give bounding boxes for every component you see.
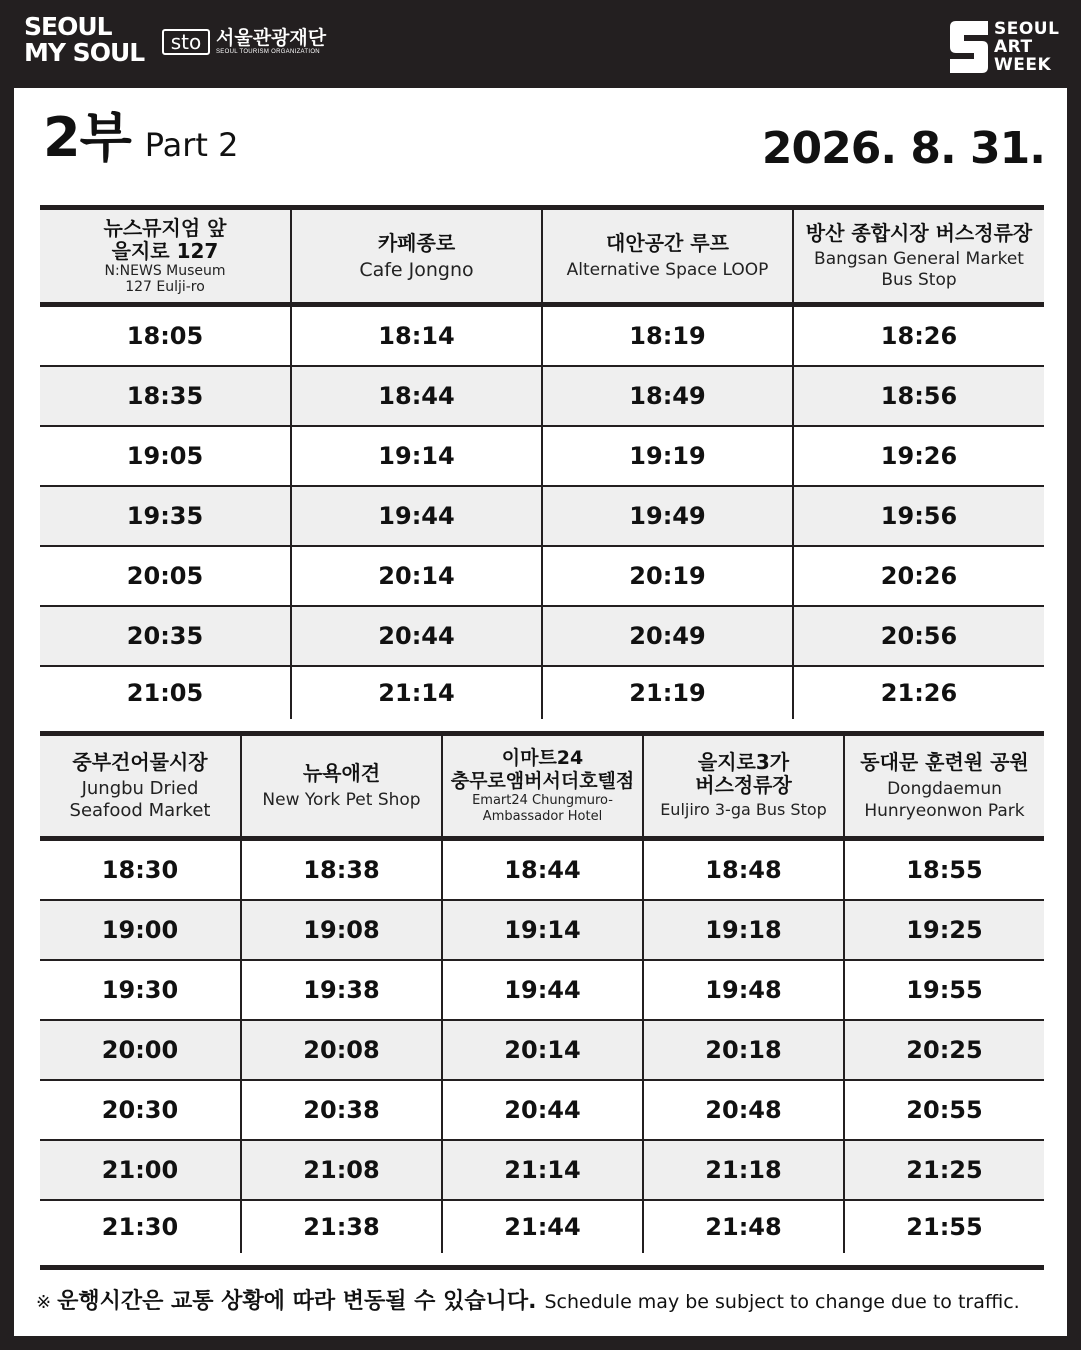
title-english: Part 2 — [144, 126, 239, 164]
time-cell: 18:44 — [442, 839, 643, 901]
stop-header — [643, 734, 844, 839]
stop-name-korean: 뉴욕애견 — [302, 761, 381, 785]
time-cell: 19:49 — [542, 486, 793, 546]
schedule-note — [36, 1284, 1056, 1315]
time-cell: 18:19 — [542, 305, 793, 367]
table-row — [40, 305, 1044, 367]
time-cell: 20:26 — [793, 546, 1044, 606]
time-cell: 19:55 — [844, 960, 1044, 1020]
time-cell: 21:25 — [844, 1140, 1044, 1200]
stop-header — [542, 208, 793, 305]
time-cell: 19:19 — [542, 426, 793, 486]
time-cell: 21:05 — [40, 666, 291, 719]
top-bar — [0, 0, 1081, 88]
note-english: Schedule may be subject to change due to traffic. — [544, 1291, 1020, 1313]
time-cell: 21:19 — [542, 666, 793, 719]
time-cell: 21:38 — [241, 1200, 442, 1253]
stop-header — [291, 208, 542, 305]
time-cell: 21:44 — [442, 1200, 643, 1253]
stop-name-korean: 방산 종합시장 버스정류장 — [805, 221, 1033, 245]
time-cell: 20:38 — [241, 1080, 442, 1140]
time-cell: 21:00 — [40, 1140, 241, 1200]
seoul-tourism-organization-logo — [162, 28, 326, 56]
sto-korean-name: 서울관광재단 — [216, 27, 327, 49]
stop-header — [844, 734, 1044, 839]
stop-header — [40, 208, 291, 305]
time-cell: 19:38 — [241, 960, 442, 1020]
sto-english-name: SEOUL TOURISM ORGANIZATION — [216, 49, 320, 55]
table-row — [40, 960, 1044, 1020]
time-cell: 19:26 — [793, 426, 1044, 486]
time-cell: 20:55 — [844, 1080, 1044, 1140]
stop-name-english: Bangsan General Market Bus Stop — [814, 249, 1024, 290]
table-row — [40, 546, 1044, 606]
table-row — [40, 839, 1044, 901]
table-row — [40, 1080, 1044, 1140]
time-cell: 18:48 — [643, 839, 844, 901]
time-cell: 19:08 — [241, 900, 442, 960]
time-cell: 19:05 — [40, 426, 291, 486]
time-cell: 21:14 — [291, 666, 542, 719]
schedule-table-2 — [40, 731, 1044, 1253]
seoul-my-soul-logo: SEOUL MY SOUL — [24, 12, 145, 67]
stop-name-english: Alternative Space LOOP — [566, 260, 769, 280]
stop-header — [241, 734, 442, 839]
time-cell: 18:56 — [793, 366, 1044, 426]
seoul-art-week-logo — [950, 20, 1059, 74]
time-cell: 19:00 — [40, 900, 241, 960]
table-row — [40, 366, 1044, 426]
time-cell: 20:48 — [643, 1080, 844, 1140]
table-row — [40, 1020, 1044, 1080]
time-cell: 18:05 — [40, 305, 291, 367]
page-title — [43, 108, 238, 168]
time-cell: 21:14 — [442, 1140, 643, 1200]
table-row — [40, 1140, 1044, 1200]
time-cell: 20:00 — [40, 1020, 241, 1080]
stop-name-english: N:NEWS Museum 127 Eulji-ro — [104, 263, 226, 295]
table-row — [40, 606, 1044, 666]
table-row — [40, 900, 1044, 960]
time-cell: 20:49 — [542, 606, 793, 666]
seoul-art-week-mark-icon — [950, 21, 988, 73]
stop-name-korean: 카페종로 — [377, 231, 456, 255]
time-cell: 18:14 — [291, 305, 542, 367]
time-cell: 20:56 — [793, 606, 1044, 666]
time-cell: 19:18 — [643, 900, 844, 960]
time-cell: 21:08 — [241, 1140, 442, 1200]
time-cell: 21:48 — [643, 1200, 844, 1253]
seoul-art-week-text: SEOUL ART WEEK — [994, 19, 1060, 75]
table-row — [40, 486, 1044, 546]
note-korean: 운행시간은 교통 상황에 따라 변동될 수 있습니다. — [57, 1289, 537, 1314]
time-cell: 19:56 — [793, 486, 1044, 546]
time-cell: 18:55 — [844, 839, 1044, 901]
time-cell: 20:18 — [643, 1020, 844, 1080]
time-cell: 21:55 — [844, 1200, 1044, 1253]
time-cell: 21:26 — [793, 666, 1044, 719]
time-cell: 20:25 — [844, 1020, 1044, 1080]
stop-header — [793, 208, 1044, 305]
time-cell: 21:30 — [40, 1200, 241, 1253]
time-cell: 18:44 — [291, 366, 542, 426]
stop-name-english: Euljiro 3-ga Bus Stop — [660, 800, 827, 819]
time-cell: 20:14 — [291, 546, 542, 606]
time-cell: 18:49 — [542, 366, 793, 426]
table-row — [40, 1200, 1044, 1253]
time-cell: 18:38 — [241, 839, 442, 901]
stop-name-english: Dongdaemun Hunryeonwon Park — [864, 779, 1025, 821]
time-cell: 20:44 — [291, 606, 542, 666]
time-cell: 19:25 — [844, 900, 1044, 960]
time-cell: 18:30 — [40, 839, 241, 901]
time-cell: 18:35 — [40, 366, 291, 426]
time-cell: 21:18 — [643, 1140, 844, 1200]
stop-name-korean: 뉴스뮤지엄 앞 을지로 127 — [103, 216, 227, 263]
title-korean: 2부 — [43, 106, 131, 169]
stop-name-english: New York Pet Shop — [262, 790, 421, 810]
stop-name-korean: 동대문 훈련원 공원 — [860, 750, 1029, 774]
bottom-divider — [40, 1265, 1044, 1270]
sto-mark: sto — [162, 29, 210, 55]
time-cell: 19:48 — [643, 960, 844, 1020]
time-cell: 18:26 — [793, 305, 1044, 367]
stop-name-korean: 중부건어물시장 — [72, 750, 208, 774]
time-cell: 19:44 — [442, 960, 643, 1020]
time-cell: 20:08 — [241, 1020, 442, 1080]
schedule-table-1 — [40, 205, 1044, 719]
stop-name-korean: 이마트24 충무로앰버서더호텔점 — [450, 747, 635, 792]
table-row — [40, 426, 1044, 486]
time-cell: 20:05 — [40, 546, 291, 606]
stop-name-korean: 대안공간 루프 — [606, 231, 729, 255]
stop-header — [442, 734, 643, 839]
time-cell: 19:35 — [40, 486, 291, 546]
table-row — [40, 666, 1044, 719]
note-mark-icon: ※ — [36, 1292, 52, 1312]
time-cell: 20:14 — [442, 1020, 643, 1080]
table-header-row — [40, 208, 1044, 305]
stop-header — [40, 734, 241, 839]
stop-name-english: Cafe Jongno — [359, 259, 474, 281]
time-cell: 19:44 — [291, 486, 542, 546]
time-cell: 20:30 — [40, 1080, 241, 1140]
stop-name-korean: 을지로3가 버스정류장 — [695, 750, 792, 797]
time-cell: 19:30 — [40, 960, 241, 1020]
schedule-date: 2026. 8. 31. — [761, 123, 1045, 174]
schedule-card — [14, 88, 1067, 1336]
time-cell: 19:14 — [291, 426, 542, 486]
time-cell: 19:14 — [442, 900, 643, 960]
stop-name-english: Jungbu Dried Seafood Market — [69, 778, 211, 821]
table-header-row — [40, 734, 1044, 839]
time-cell: 20:44 — [442, 1080, 643, 1140]
time-cell: 20:19 — [542, 546, 793, 606]
time-cell: 20:35 — [40, 606, 291, 666]
stop-name-english: Emart24 Chungmuro- Ambassador Hotel — [472, 793, 613, 824]
